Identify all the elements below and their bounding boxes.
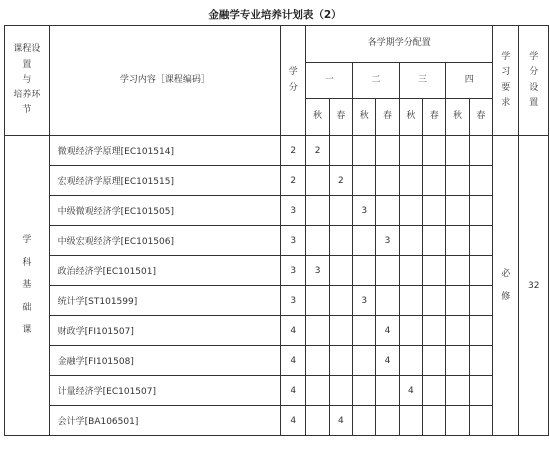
table-row bbox=[5, 256, 549, 286]
total-credits: 32 bbox=[519, 136, 549, 436]
course-credits: 4 bbox=[281, 316, 306, 346]
semester-credit bbox=[446, 406, 469, 436]
semester-credit bbox=[446, 376, 469, 406]
semester-credit bbox=[423, 166, 446, 196]
table-row bbox=[5, 346, 549, 376]
course-name: 微观经济学原理[EC101514] bbox=[49, 136, 280, 166]
training-plan-table bbox=[4, 25, 549, 436]
semester-credit bbox=[446, 226, 469, 256]
semester-credit bbox=[376, 406, 399, 436]
semester-credit: 4 bbox=[376, 346, 399, 376]
semester-credit bbox=[423, 346, 446, 376]
semester-credit bbox=[353, 166, 376, 196]
semester-credit bbox=[376, 286, 399, 316]
course-name: 宏观经济学原理[EC101515] bbox=[49, 166, 280, 196]
course-credits: 2 bbox=[281, 166, 306, 196]
semester-credit bbox=[399, 346, 422, 376]
course-name: 会计学[BA106501] bbox=[49, 406, 280, 436]
semester-credit bbox=[306, 346, 329, 376]
semester-credit: 3 bbox=[353, 286, 376, 316]
semester-credit bbox=[423, 316, 446, 346]
semester-credit: 2 bbox=[329, 166, 352, 196]
header-content: 学习内容［课程编码］ bbox=[49, 26, 280, 136]
course-name: 政治经济学[EC101501] bbox=[49, 256, 280, 286]
header-credit-setting: 学 分 设 置 bbox=[519, 26, 549, 136]
semester-credit: 4 bbox=[329, 406, 352, 436]
semester-credit bbox=[423, 286, 446, 316]
course-name: 计量经济学[EC101507] bbox=[49, 376, 280, 406]
course-credits: 4 bbox=[281, 376, 306, 406]
table-row bbox=[5, 166, 549, 196]
course-credits: 2 bbox=[281, 136, 306, 166]
semester-credit bbox=[469, 226, 492, 256]
semester-credit: 3 bbox=[353, 196, 376, 226]
semester-credit bbox=[469, 166, 492, 196]
semester-credit: 3 bbox=[376, 226, 399, 256]
semester-credit: 4 bbox=[399, 376, 422, 406]
semester-credit bbox=[376, 376, 399, 406]
header-year: 二 bbox=[353, 63, 400, 99]
table-row bbox=[5, 286, 549, 316]
semester-credit bbox=[353, 256, 376, 286]
semester-credit bbox=[469, 376, 492, 406]
semester-credit bbox=[353, 226, 376, 256]
semester-credit: 3 bbox=[306, 256, 329, 286]
semester-credit: 4 bbox=[376, 316, 399, 346]
semester-credit bbox=[353, 406, 376, 436]
semester-credit bbox=[469, 406, 492, 436]
semester-credit bbox=[446, 346, 469, 376]
course-name: 统计学[ST101599] bbox=[49, 286, 280, 316]
semester-credit bbox=[399, 316, 422, 346]
header-season: 春 bbox=[469, 99, 492, 136]
semester-credit bbox=[329, 286, 352, 316]
semester-credit bbox=[469, 316, 492, 346]
course-credits: 4 bbox=[281, 346, 306, 376]
semester-credit bbox=[446, 136, 469, 166]
semester-credit bbox=[306, 406, 329, 436]
semester-credit bbox=[423, 256, 446, 286]
semester-credit bbox=[423, 136, 446, 166]
header-module: 课程设 置 与 培养环 节 bbox=[5, 26, 50, 136]
header-requirement: 学 习 要 求 bbox=[493, 26, 519, 136]
course-credits: 3 bbox=[281, 226, 306, 256]
table-row bbox=[5, 226, 549, 256]
semester-credit bbox=[446, 256, 469, 286]
semester-credit bbox=[329, 256, 352, 286]
semester-credit bbox=[469, 286, 492, 316]
header-semester-config: 各学期学分配置 bbox=[306, 26, 493, 63]
module-name: 学 科 基 础 课 bbox=[5, 136, 50, 436]
semester-credit bbox=[329, 346, 352, 376]
semester-credit bbox=[353, 376, 376, 406]
header-season: 秋 bbox=[399, 99, 422, 136]
semester-credit bbox=[423, 196, 446, 226]
semester-credit bbox=[399, 256, 422, 286]
table-row bbox=[5, 196, 549, 226]
semester-credit bbox=[353, 316, 376, 346]
semester-credit bbox=[446, 196, 469, 226]
table-row bbox=[5, 406, 549, 436]
semester-credit bbox=[306, 196, 329, 226]
semester-credit bbox=[329, 226, 352, 256]
semester-credit bbox=[329, 196, 352, 226]
semester-credit bbox=[469, 136, 492, 166]
semester-credit bbox=[423, 376, 446, 406]
header-credits: 学 分 bbox=[281, 26, 306, 136]
semester-credit bbox=[399, 406, 422, 436]
study-requirement: 必 修 bbox=[493, 136, 519, 436]
semester-credit bbox=[399, 196, 422, 226]
course-credits: 4 bbox=[281, 406, 306, 436]
semester-credit bbox=[306, 286, 329, 316]
semester-credit bbox=[329, 136, 352, 166]
header-year: 三 bbox=[399, 63, 446, 99]
semester-credit bbox=[446, 166, 469, 196]
semester-credit bbox=[446, 286, 469, 316]
header-season: 秋 bbox=[353, 99, 376, 136]
header-year: 一 bbox=[306, 63, 353, 99]
table-row bbox=[5, 136, 549, 166]
header-season: 秋 bbox=[446, 99, 469, 136]
semester-credit bbox=[399, 226, 422, 256]
semester-credit bbox=[469, 196, 492, 226]
semester-credit bbox=[399, 136, 422, 166]
semester-credit bbox=[469, 256, 492, 286]
header-season: 春 bbox=[423, 99, 446, 136]
semester-credit bbox=[329, 376, 352, 406]
semester-credit bbox=[329, 316, 352, 346]
header-season: 秋 bbox=[306, 99, 329, 136]
table-row bbox=[5, 376, 549, 406]
semester-credit bbox=[469, 346, 492, 376]
semester-credit bbox=[306, 226, 329, 256]
course-name: 中级微观经济学[EC101505] bbox=[49, 196, 280, 226]
semester-credit bbox=[399, 166, 422, 196]
semester-credit: 2 bbox=[306, 136, 329, 166]
table-row bbox=[5, 316, 549, 346]
semester-credit bbox=[306, 376, 329, 406]
semester-credit bbox=[376, 256, 399, 286]
semester-credit bbox=[399, 286, 422, 316]
semester-credit bbox=[423, 226, 446, 256]
course-name: 中级宏观经济学[EC101506] bbox=[49, 226, 280, 256]
course-credits: 3 bbox=[281, 256, 306, 286]
semester-credit bbox=[376, 166, 399, 196]
semester-credit bbox=[353, 346, 376, 376]
course-name: 财政学[FI101507] bbox=[49, 316, 280, 346]
course-credits: 3 bbox=[281, 286, 306, 316]
semester-credit bbox=[353, 136, 376, 166]
table-title: 金融学专业培养计划表（2） bbox=[208, 9, 342, 21]
course-name: 金融学[FI101508] bbox=[49, 346, 280, 376]
header-season: 春 bbox=[329, 99, 352, 136]
course-credits: 3 bbox=[281, 196, 306, 226]
semester-credit bbox=[376, 196, 399, 226]
header-year: 四 bbox=[446, 63, 493, 99]
semester-credit bbox=[376, 136, 399, 166]
header-season: 春 bbox=[376, 99, 399, 136]
semester-credit bbox=[306, 316, 329, 346]
semester-credit bbox=[446, 316, 469, 346]
semester-credit bbox=[423, 406, 446, 436]
semester-credit bbox=[306, 166, 329, 196]
